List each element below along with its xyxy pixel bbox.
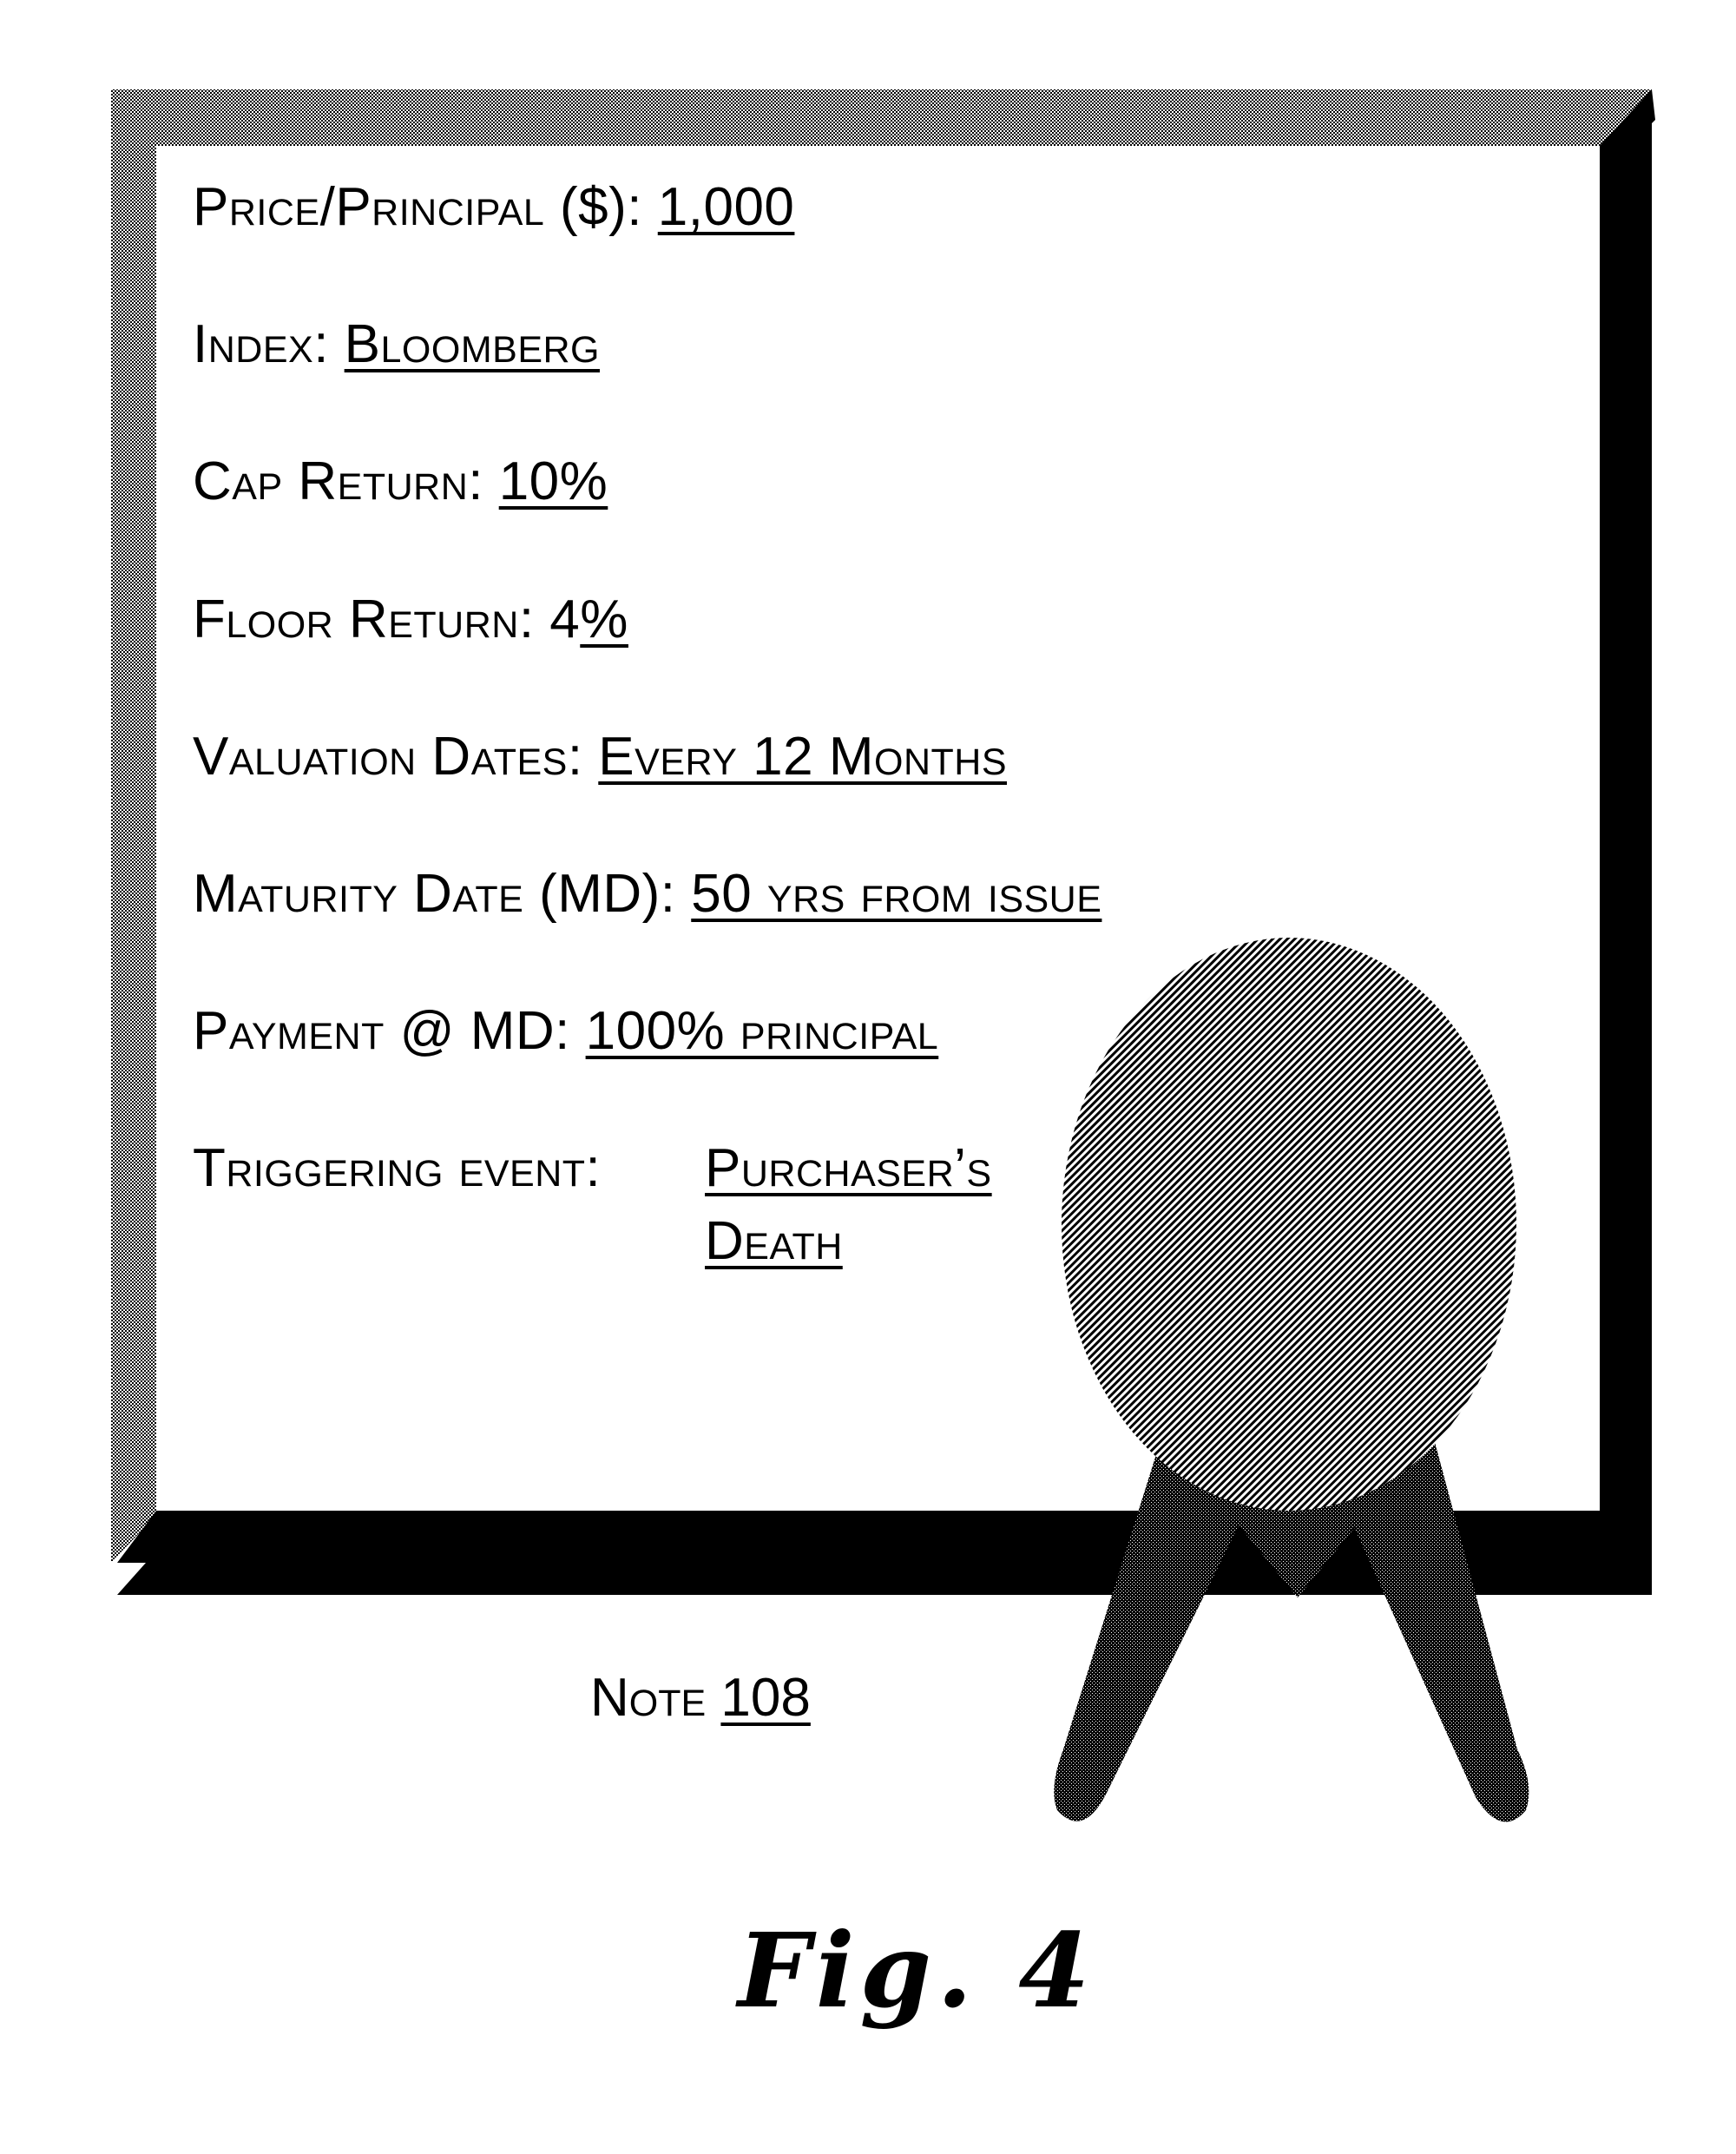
field-value: 100% principal: [585, 1001, 939, 1061]
field-label: Price/Principal ($):: [193, 177, 658, 237]
field-value: Every 12 Months: [598, 727, 1008, 787]
field-payment-at-md: [193, 1001, 939, 1061]
field-index: [193, 314, 600, 374]
note-caption: [590, 1667, 811, 1729]
note-reference-number: 108: [720, 1668, 811, 1728]
field-value: %: [580, 590, 628, 649]
field-floor-return: [193, 590, 628, 649]
frame-shadow-right: [1600, 89, 1652, 1595]
field-value: 50 yrs from issue: [691, 864, 1102, 924]
field-triggering-event: [193, 1138, 992, 1288]
field-value-line: Purchaser’s: [705, 1138, 992, 1198]
field-price-principal: [193, 177, 795, 237]
field-valuation-dates: [193, 727, 1008, 787]
award-seal-icon: [1062, 938, 1516, 1511]
field-value-stack: [705, 1138, 992, 1288]
field-label: Index:: [193, 314, 345, 374]
field-value: 1,000: [657, 177, 795, 237]
field-label: Valuation Dates:: [193, 727, 599, 787]
note-caption-label: Note: [590, 1668, 721, 1728]
field-label: Maturity Date (MD):: [193, 864, 692, 924]
figure-label: Fig. 4: [738, 1910, 1095, 2031]
field-maturity-date: [193, 864, 1102, 924]
field-value: Bloomberg: [344, 314, 600, 374]
field-value: 10%: [498, 451, 608, 511]
field-label: Payment @ MD:: [193, 1001, 586, 1061]
field-value-line: Death: [705, 1211, 843, 1271]
field-cap-return: [193, 451, 608, 511]
field-label: Triggering event:: [193, 1138, 602, 1198]
field-label: Floor Return: 4: [193, 590, 581, 649]
field-label: Cap Return:: [193, 451, 499, 511]
